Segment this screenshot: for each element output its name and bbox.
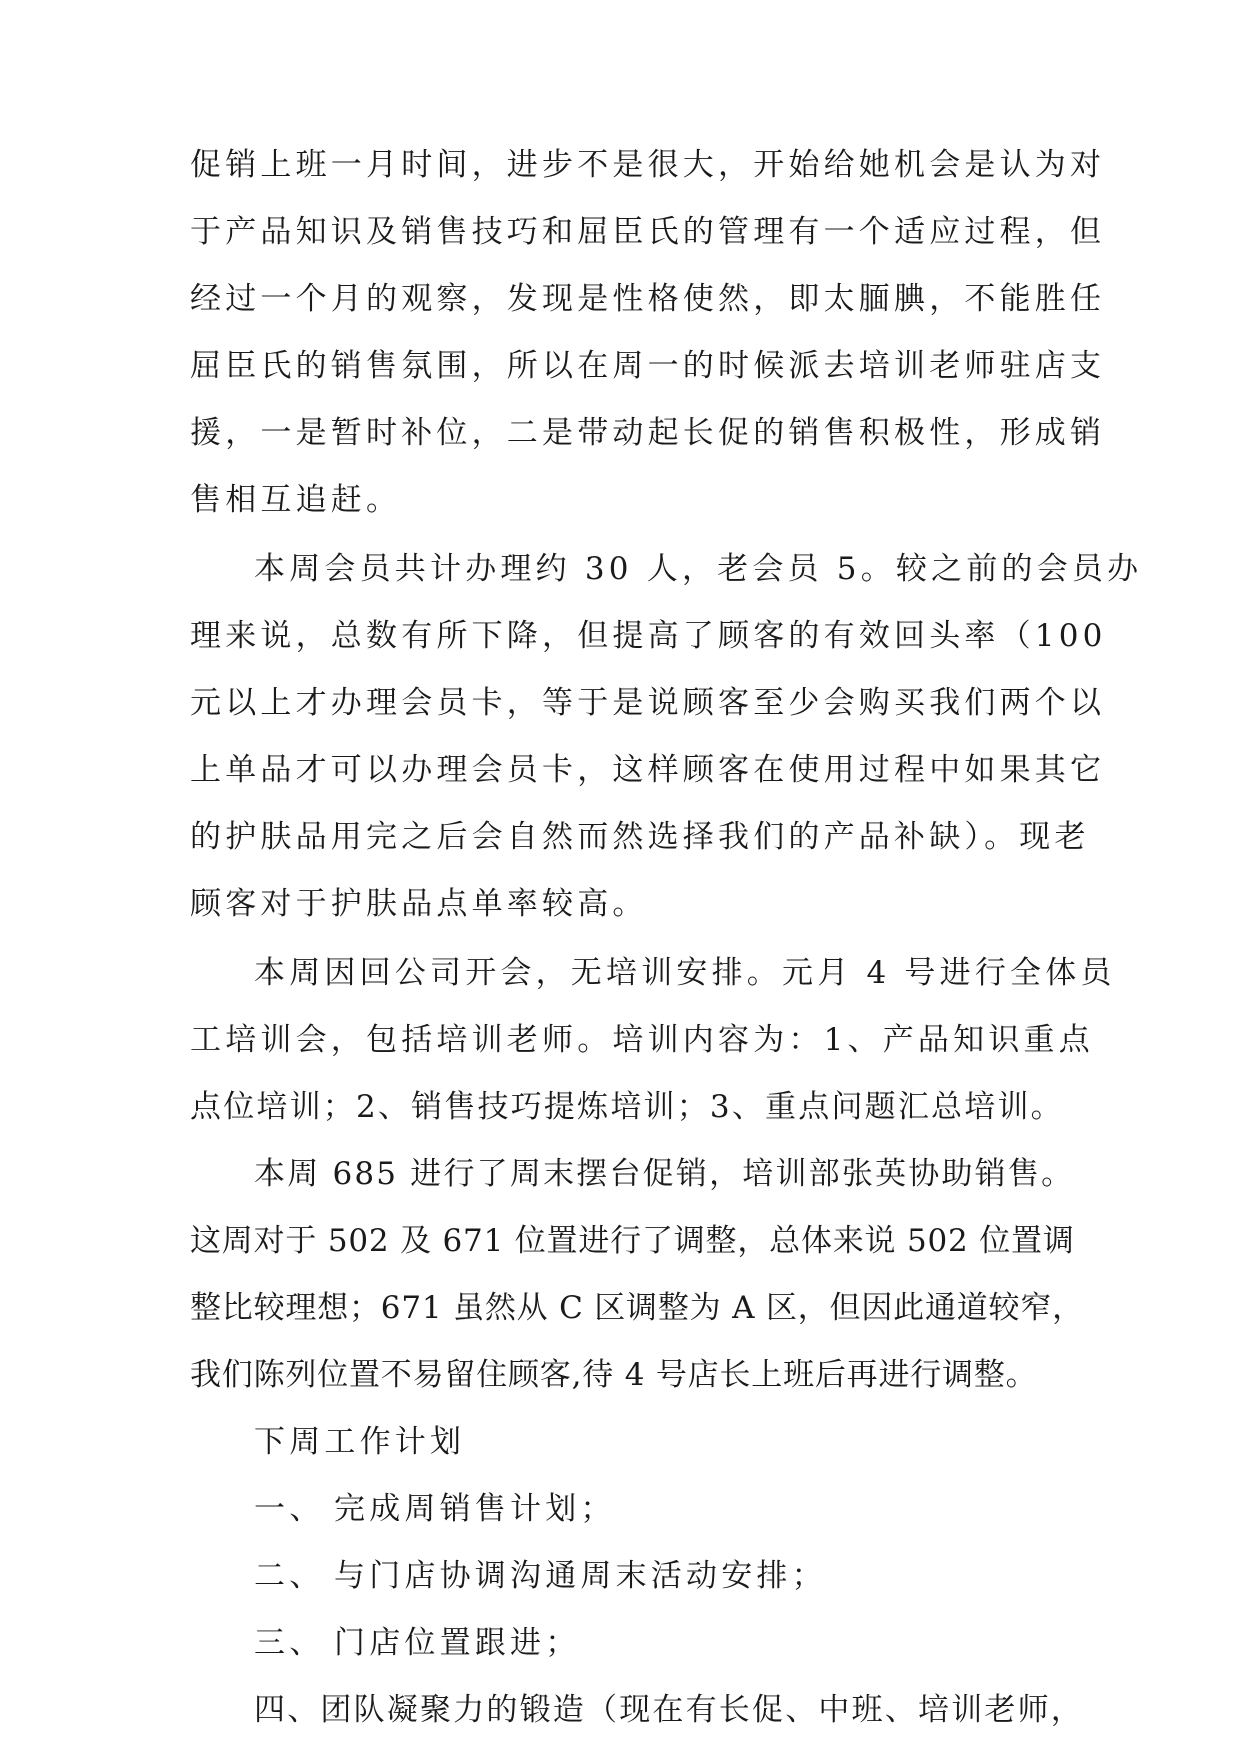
paragraph-2-line-5: 的护肤品用完之后会自然而然选择我们的产品补缺）。现老: [190, 819, 1090, 855]
paragraph-2-line-3: 元以上才办理会员卡，等于是说顾客至少会购买我们两个以: [190, 685, 1106, 721]
paragraph-3-line-3: 点位培训；2、销售技巧提炼培训；3、重点问题汇总培训。: [190, 1089, 1064, 1125]
plan-item-3-number: 三、: [254, 1625, 325, 1661]
paragraph-1-line-4: 屈臣氏的销售氛围，所以在周一的时候派去培训老师驻店支: [190, 348, 1106, 384]
plan-item-1: [254, 1489, 616, 1529]
paragraph-3-line-2: 工培训会，包括培训老师。培训内容为：1、产品知识重点: [190, 1022, 1094, 1058]
paragraph-4-line-1: 本周 685 进行了周末摆台促销，培训部张英协助销售。: [254, 1156, 1075, 1192]
paragraph-1-line-2: 于产品知识及销售技巧和屈臣氏的管理有一个适应过程，但: [190, 214, 1106, 250]
plan-item-2-number: 二、: [254, 1558, 325, 1594]
plan-item-1-number: 一、: [254, 1491, 325, 1527]
paragraph-1-line-6: 售相互追赶。: [190, 482, 402, 518]
paragraph-1-line-3: 经过一个月的观察，发现是性格使然，即太腼腆，不能胜任: [190, 281, 1106, 317]
paragraph-2-line-2: 理来说，总数有所下降，但提高了顾客的有效回头率（100: [190, 618, 1107, 654]
paragraph-1-line-5: 援，一是暂时补位，二是带动起长促的销售积极性，形成销: [190, 415, 1106, 451]
paragraph-3-line-1: 本周因回公司开会，无培训安排。元月 4 号进行全体员: [254, 955, 1116, 991]
paragraph-2-line-1: 本周会员共计办理约 30 人，老会员 5。较之前的会员办: [254, 551, 1143, 587]
plan-item-3: [254, 1623, 580, 1663]
paragraph-2-line-4: 上单品才可以办理会员卡，这样顾客在使用过程中如果其它: [190, 752, 1106, 788]
paragraph-1-line-1: 促销上班一月时间，进步不是很大，开始给她机会是认为对: [190, 147, 1106, 183]
paragraph-2-line-6: 顾客对于护肤品点单率较高。: [190, 886, 648, 922]
plan-item-3-text: 门店位置跟进；: [334, 1625, 581, 1661]
paragraph-4-line-3: 整比较理想；671 虽然从 C 区调整为 A 区，但因此通道较窄，: [190, 1290, 1084, 1326]
plan-item-2-text: 与门店协调沟通周末活动安排；: [334, 1558, 827, 1594]
plan-item-2: [254, 1556, 827, 1596]
paragraph-4-line-4: 我们陈列位置不易留住顾客,待 4 号店长上班后再进行调整。: [190, 1357, 1038, 1393]
plan-heading: 下周工作计划: [254, 1424, 466, 1460]
paragraph-4-line-2: 这周对于 502 及 671 位置进行了调整，总体来说 502 位置调: [190, 1223, 1075, 1259]
plan-item-4: 四、团队凝聚力的锻造（现在有长促、中班、培训老师，: [254, 1692, 1084, 1728]
plan-item-1-text: 完成周销售计划；: [334, 1491, 616, 1527]
